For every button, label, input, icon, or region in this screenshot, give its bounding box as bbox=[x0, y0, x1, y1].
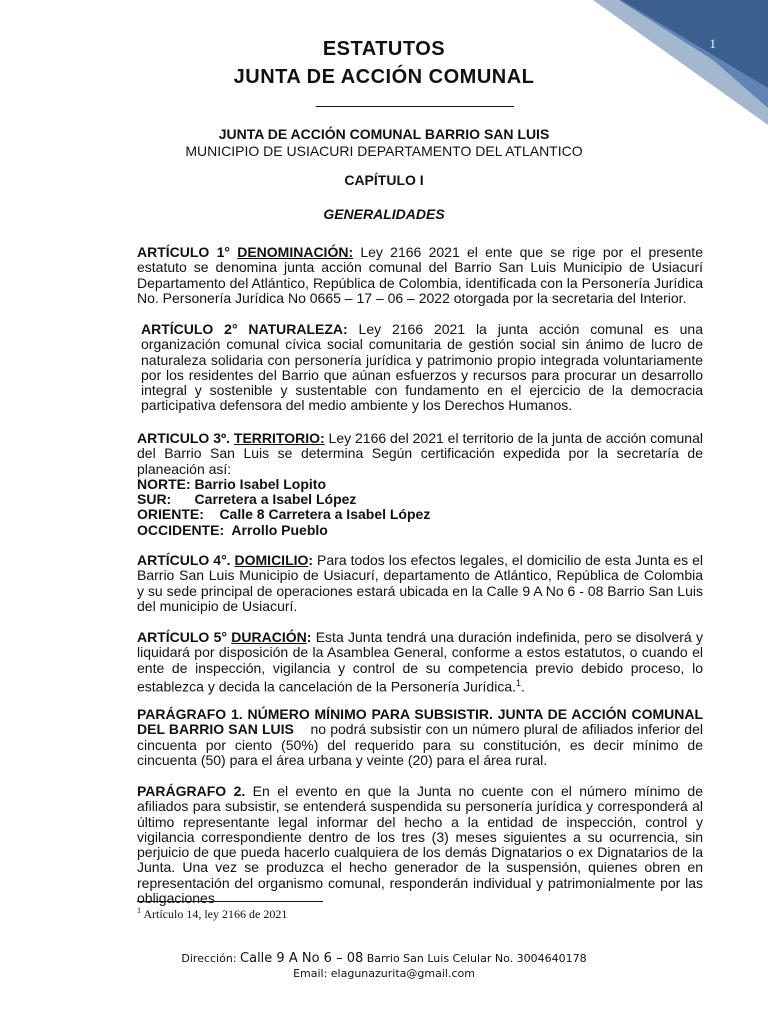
footer-address-label: Dirección: bbox=[181, 952, 241, 965]
footnote-text: Artículo 14, ley 2166 de 2021 bbox=[141, 907, 288, 921]
article-3-heading: TERRITORIO: bbox=[233, 430, 325, 446]
article-4 bbox=[137, 553, 703, 614]
article-5 bbox=[137, 630, 703, 695]
article-5-heading: DURACIÓN bbox=[231, 629, 307, 645]
article-1-text: Ley 2166 2021 el ente que se rige por el presente estatuto se denomina junta acción comunal del Barrio San Luis Municipio de Usiacurí Departamento del Atlántico, República de Colombia, identificada con la Personería Jurídica No. Personería Jurídica No 0665 – 17 – 06 – 2022 otorgada por la secretaria del Interior. bbox=[137, 244, 703, 306]
bound-south: SUR: Carretera a Isabel López bbox=[137, 491, 357, 508]
article-1 bbox=[137, 245, 703, 306]
document-subtitle: JUNTA DE ACCIÓN COMUNAL bbox=[233, 66, 535, 88]
article-4-colon: : bbox=[308, 552, 314, 568]
paragrafo-1-label: PARÁGRAFO 1. NÚMERO MÍNIMO PARA SUBSISTIR. JUNTA DE ACCIÓN COMUNAL DEL BARRIO SAN LUIS bbox=[137, 706, 707, 738]
article-2-text: Ley 2166 2021 la junta acción comunal es una organización comunal cívica social comunitaria de gestión social sin ánimo de lucro de naturaleza solidaria con personería jurídica y patrimonio propio integrada voluntariamente por los residentes del Barrio que aúnan esfuerzos y recursos para procurar un desarrollo integral y sostenible y sustentable con fundamento en el ejercicio de la democracia participativa defensora del medio ambiente y los Derechos Humanos. bbox=[141, 321, 703, 414]
footnote-separator bbox=[137, 901, 323, 902]
footer-email: Email: elagunazurita@gmail.com bbox=[293, 967, 475, 980]
article-3-label: ARTICULO 3º. bbox=[137, 430, 234, 446]
article-1-label: ARTÍCULO 1° bbox=[137, 244, 238, 260]
page-number: 1 bbox=[709, 36, 716, 51]
paragrafo-2 bbox=[137, 784, 703, 906]
footnote-reference: 1 bbox=[516, 677, 522, 688]
article-4-heading: DOMICILIO bbox=[234, 552, 309, 568]
article-5-colon: : bbox=[306, 629, 312, 645]
municipality-line: MUNICIPIO DE USIACURI DEPARTAMENTO DEL ATLANTICO bbox=[185, 143, 583, 159]
bound-west: OCCIDENTE: Arrollo Pueblo bbox=[137, 521, 328, 538]
footnote bbox=[137, 906, 287, 922]
organization-name: JUNTA DE ACCIÓN COMUNAL BARRIO SAN LUIS bbox=[218, 126, 550, 142]
article-2-label: ARTÍCULO 2° NATURALEZA: bbox=[141, 321, 348, 337]
footer-address-rest: Barrio San Luis Celular No. 3004640178 bbox=[363, 952, 587, 965]
footer-street: Calle 9 A No 6 – 08 bbox=[240, 951, 364, 966]
bound-east: ORIENTE: Calle 8 Carretera a Isabel López bbox=[137, 506, 431, 523]
paragrafo-2-label: PARÁGRAFO 2. bbox=[137, 783, 246, 799]
paragrafo-1-text: no podrá subsistir con un número plural de afiliados inferior del cincuenta por ciento (50%) del requerido para su constitución, es decir mínimo de cincuenta (50) para el área urbana y veinte (20) para el área rural. bbox=[137, 721, 707, 768]
territory-bounds bbox=[137, 477, 703, 538]
article-5-tail: . bbox=[521, 678, 525, 695]
article-2 bbox=[137, 322, 703, 414]
article-1-heading: DENOMINACIÓN: bbox=[237, 244, 354, 260]
paragrafo-2-text: En el evento en que la Junta no cuente con el número mínimo de afiliados para subsistir, se entenderá suspendida su personería jurídica y corresponderá al último representante legal informar del hecho a la entidad de inspección, control y vigilancia correspondiente dentro de los tres (3) meses siguientes a su ocurrencia, sin perjuicio de que pueda hacerlo cualquiera de los demás Dignatarios o ex Dignatarios de la Junta. Una vez se produzca el hecho generador de la suspensión, quienes obren en representación del organismo comunal, responderán individual y patrimonialmente por las obligaciones bbox=[137, 783, 703, 907]
title-underline bbox=[316, 106, 514, 107]
chapter-heading: CAPÍTULO I bbox=[344, 172, 424, 188]
paragrafo-1 bbox=[137, 706, 707, 768]
bound-north: NORTE: Barrio Isabel Lopito bbox=[137, 475, 327, 492]
footnote-number: 1 bbox=[137, 906, 141, 915]
article-3 bbox=[137, 431, 703, 538]
document-title: ESTATUTOS bbox=[322, 38, 446, 60]
article-5-text: Esta Junta tendrá una duración indefinida, pero se disolverá y liquidará por disposición de la Asamblea General, conforme a estos estatutos, o cuando el ente de inspección, vigilancia y control de su competencia previo debido proceso, lo establezca y decida la cancelación de la Personería Jurídica. bbox=[137, 629, 703, 695]
article-3-text: Ley 2166 del 2021 el territorio de la junta de acción comunal del Barrio San Luis se determina Según certificación expedida por la secretaría de planeación así: bbox=[137, 430, 703, 477]
article-4-text: Para todos los efectos legales, el domicilio de esta Junta es el Barrio San Luis Municipio de Usiacurí, departamento de Atlántico, República de Colombia y su sede principal de operaciones estará ubicada en la Calle 9 A No 6 - 08 Barrio San Luis del municipio de Usiacurí. bbox=[137, 552, 703, 614]
article-4-label: ARTÍCULO 4°. bbox=[137, 552, 235, 568]
footer-address bbox=[0, 951, 768, 966]
article-5-label: ARTÍCULO 5° bbox=[137, 629, 232, 645]
section-heading: GENERALIDADES bbox=[323, 206, 445, 222]
page-corner-decoration bbox=[593, 0, 768, 125]
